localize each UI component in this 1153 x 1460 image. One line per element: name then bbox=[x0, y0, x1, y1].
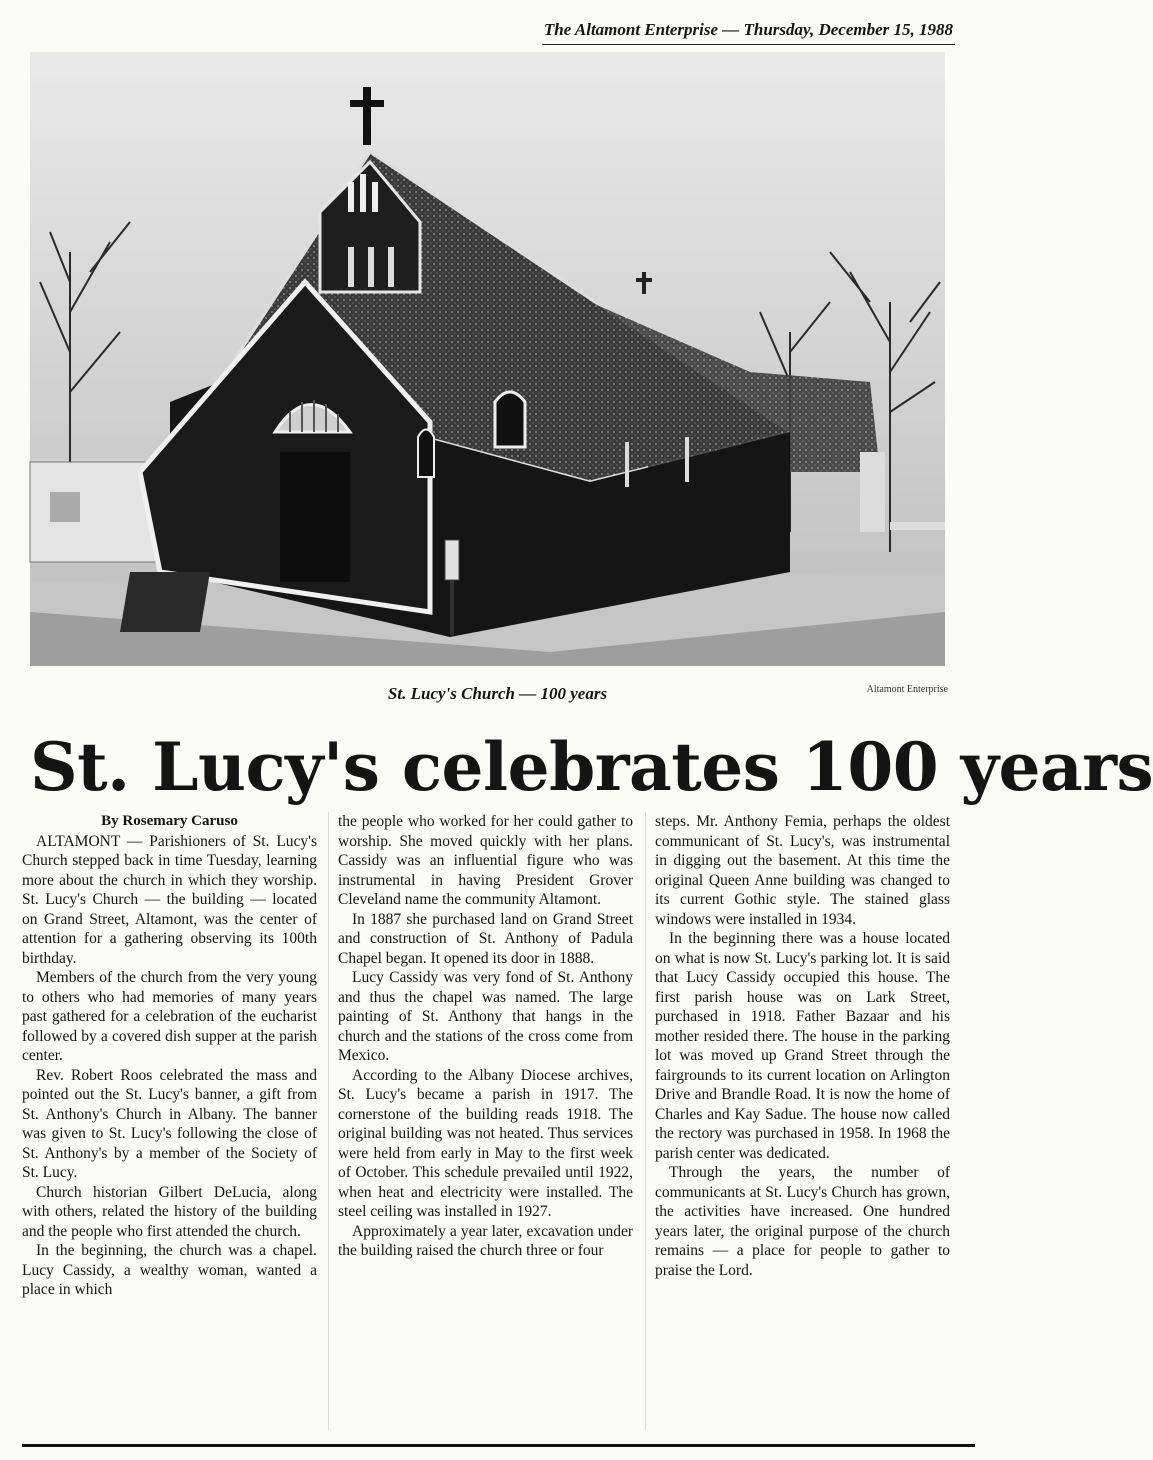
paragraph: steps. Mr. Anthony Femia, perhaps the oldest communicant of St. Lucy's, was instrumental in digging out the basement. At this time the original Queen Anne building was changed to its current Gothic style. The stained glass windows were installed in 1934. bbox=[655, 813, 950, 928]
paragraph: According to the Albany Diocese archives, St. Lucy's became a parish in 1917. The cornerstone of the building reads 1918. The original building was not heated. Thus services were held from early in May to the first week of October. This schedule prevailed until 1922, when heat and electricity were installed. The steel ceiling was installed in 1927. bbox=[338, 1066, 633, 1220]
church-illustration bbox=[30, 52, 945, 666]
paragraph: Lucy Cassidy was very fond of St. Anthony and thus the chapel was named. The large painting of St. Anthony that hangs in the church and the stations of the cross come from Mexico. bbox=[338, 969, 633, 1064]
article-column-2 bbox=[338, 812, 633, 1261]
paragraph: Through the years, the number of communicants at St. Lucy's Church has grown, the activities have increased. One hundred years later, the original purpose of the church remains — a place for people to gather to praise the Lord. bbox=[655, 1164, 950, 1279]
paragraph: the people who worked for her could gather to worship. She moved quickly with her plans. Cassidy was an influential figure who was instrumental in having President Grover Cleveland name the community Altamont. bbox=[338, 813, 633, 908]
byline: By Rosemary Caruso bbox=[101, 813, 238, 829]
paragraph: Rev. Robert Roos celebrated the mass and pointed out the St. Lucy's banner, a gift from St. Anthony's Church in Albany. The banner was given to St. Lucy's following the close of St. Anthony's by a member of the Society of St. Lucy. bbox=[22, 1066, 317, 1181]
paragraph: Approximately a year later, excavation under the building raised the church three or four bbox=[338, 1222, 633, 1259]
article-column-3 bbox=[655, 812, 950, 1280]
headline: St. Lucy's celebrates 100 years bbox=[30, 728, 1153, 806]
photo-credit: Altamont Enterprise bbox=[866, 684, 948, 695]
paragraph: ALTAMONT — Parishioners of St. Lucy's Church stepped back in time Tuesday, learning more about the church in which they worship. St. Lucy's Church — the building — located on Grand Street, Altamont, was the center of attention for a gathering observing its 100th birthday. bbox=[22, 832, 317, 967]
column-divider bbox=[645, 812, 646, 1430]
paragraph: In the beginning, the church was a chapel. Lucy Cassidy, a wealthy woman, wanted a place in which bbox=[22, 1242, 317, 1298]
column-divider bbox=[328, 812, 329, 1430]
paragraph: Church historian Gilbert DeLucia, along with others, related the history of the building and the people who first attended the church. bbox=[22, 1183, 317, 1240]
masthead: The Altamont Enterprise — Thursday, December 15, 1988 bbox=[542, 20, 955, 45]
paragraph: Members of the church from the very young to others who had memories of many years past gathered for a celebration of the eucharist followed by a covered dish supper at the parish center. bbox=[22, 969, 317, 1064]
paragraph: In 1887 she purchased land on Grand Street and construction of St. Anthony of Padula Chapel began. It opened its door in 1888. bbox=[338, 910, 633, 967]
church-photo bbox=[30, 52, 945, 666]
paragraph: In the beginning there was a house located on what is now St. Lucy's parking lot. It is said that Lucy Cassidy occupied this house. The first parish house was on Lark Street, purchased in 1918. Father Bazaar and his mother resided there. The house in the parking lot was moved up Grand Street through the fairgrounds to its current location on Arlington Drive and Brandle Road. It is now the home of Charles and Kay Sadue. The house now called the rectory was purchased in 1958. In 1968 the parish center was dedicated. bbox=[655, 930, 950, 1162]
bottom-rule bbox=[22, 1444, 975, 1447]
article-column-1 bbox=[22, 812, 317, 1300]
photo-caption: St. Lucy's Church — 100 years bbox=[387, 684, 608, 703]
